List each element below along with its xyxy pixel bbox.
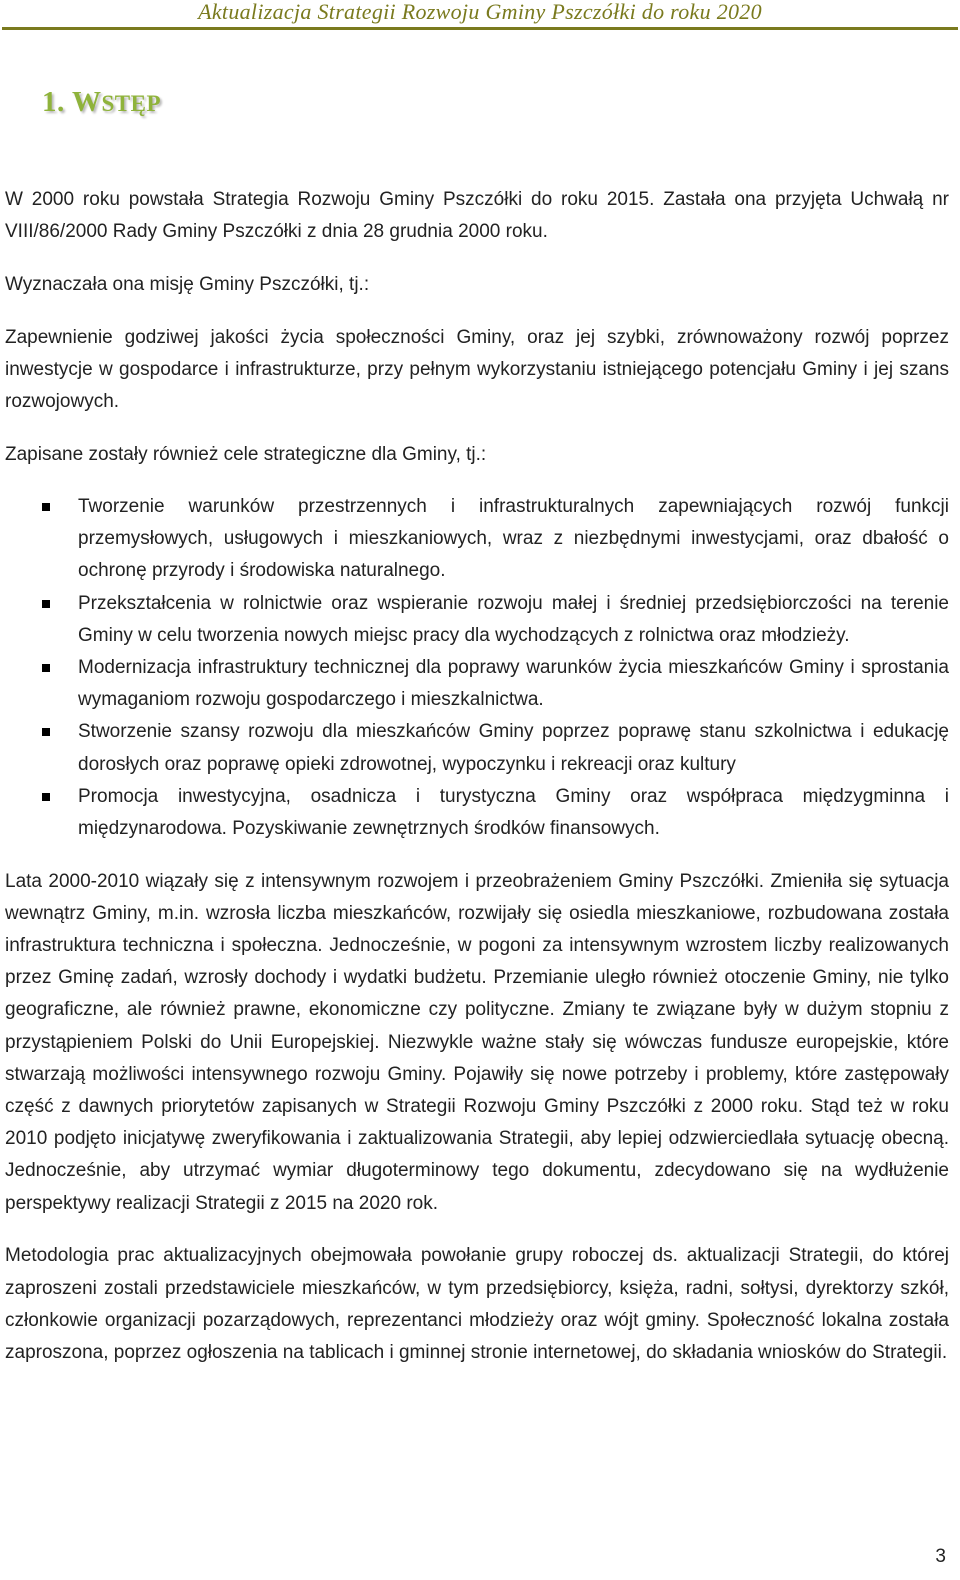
goal-text: Promocja inwestycyjna, osadnicza i turystyczna Gminy oraz współpraca międzygminna i międzynarodowa. Pozyskiwanie zewnętrznych środków finansowych. [78, 785, 949, 839]
running-header [0, 0, 960, 30]
chapter-number: 1. [42, 86, 65, 118]
running-header-title: Aktualizacja Strategii Rozwoju Gminy Pszczółki do roku 2020 [198, 0, 762, 24]
strategic-goals-list [5, 491, 949, 845]
chapter-title [42, 86, 161, 119]
goal-text: Przekształcenia w rolnictwie oraz wspieranie rozwoju małej i średniej przedsiębiorczości na terenie Gminy w celu tworzenia nowych miejsc pracy dla wychodzących z rolnictwa oraz młodzieży. [78, 592, 949, 646]
list-item [5, 652, 949, 716]
goal-text: Tworzenie warunków przestrzennych i infrastrukturalnych zapewniających rozwój funkcji przemysłowych, usługowych i mieszkaniowych, wraz z niezbędnymi inwestycjami, oraz dbałość o ochronę przyrody i środowiska naturalnego. [78, 495, 949, 582]
paragraph-methodology: Metodologia prac aktualizacyjnych obejmowała powołanie grupy roboczej ds. aktualizacji Strategii, do której zaproszeni zostali przedstawiciele mieszkańców, w tym przedsiębiorcy, księża, radni, sołtysi, dyrektorzy szkół, członkowie organizacji pozarządowych, reprezentanci młodzieży oraz wójt gminy. Społeczność lokalna została zaproszona, poprzez ogłoszenia na tablicach i gminnej stronie internetowej, do składania wniosków do Strategii. [5, 1245, 949, 1363]
list-item [5, 491, 949, 588]
goal-text: Modernizacja infrastruktury technicznej dla poprawy warunków życia mieszkańców Gminy i sprostania wymaganiom rozwoju gospodarczego i mieszkalnictwa. [78, 656, 949, 711]
paragraph-strategy-adoption: W 2000 roku powstała Strategia Rozwoju Gminy Pszczółki do roku 2015. Zastała ona przyjęta Uchwałą nr VIII/86/2000 Rady Gminy Pszczółki z dnia 28 grudnia 2000 roku. [5, 189, 949, 243]
chapter-title-initial: W [71, 86, 102, 118]
square-bullet-icon [42, 664, 50, 672]
page-number: 3 [935, 1546, 946, 1567]
square-bullet-icon [42, 728, 50, 736]
square-bullet-icon [42, 600, 50, 608]
paragraph-development-2000-2010: Lata 2000-2010 wiązały się z intensywnym rozwojem i przeobrażeniem Gminy Pszczółki. Zmieniła się sytuacja wewnątrz Gminy, m.in. wzrosła liczba mieszkańców, rozwijały się osiedla mieszkaniowe, rozbudowana została infrastruktura techniczna i społeczna. Jednocześnie, w pogoni za intensywnym wzrostem liczby realizowanych przez Gminę zadań, wzrosły dochody i wydatki budżetu. Przemianie uległo również otoczenie Gminy, nie tylko geograficzne, ale również prawne, ekonomiczne czy polityczne. Zmiany te związane były w dużym stopniu z przystąpieniem Polski do Unii Europejskiej. Niezwykle ważne stały się wówczas fundusze europejskie, które stwarzają możliwości intensywnego rozwoju Gminy. Pojawiły się nowe potrzeby i problemy, które zastępowały część z dawnych priorytetów zapisanych w Strategii Rozwoju Gminy Pszczółki z 2000 roku. Stąd też w roku 2010 podjęto inicjatywę zweryfikowania i zaktualizowania Strategii, aby lepiej odzwierciedlała sytuację obecną. Jednocześnie, aby utrzymać wymiar długoterminowy tego dokumentu, zdecydowano się na wydłużenie perspektywy realizacji Strategii z 2015 na 2020 rok. [5, 870, 949, 1214]
goal-text: Stworzenie szansy rozwoju dla mieszkańców Gminy poprzez poprawę stanu szkolnictwa i edukację dorosłych oraz poprawę opieki zdrowotnej, wypoczynku i rekreacji oraz kultury [78, 721, 949, 775]
list-item [5, 716, 949, 780]
list-item [5, 781, 949, 845]
header-rule [2, 27, 958, 30]
chapter-title-rest: STĘP [101, 91, 162, 116]
square-bullet-icon [42, 793, 50, 801]
square-bullet-icon [42, 503, 50, 511]
document-body [5, 184, 949, 1369]
paragraph-goals-intro: Zapisane zostały również cele strategiczne dla Gminy, tj.: [5, 443, 487, 465]
paragraph-mission: Zapewnienie godziwej jakości życia społeczności Gminy, oraz jej szybki, zrównoważony rozwój poprzez inwestycje w gospodarce i infrastrukturze, przy pełnym wykorzystaniu istniejącego potencjału Gminy i jej szans rozwojowych. [5, 326, 949, 413]
paragraph-mission-intro: Wyznaczała ona misję Gminy Pszczółki, tj.: [5, 273, 370, 295]
list-item [5, 588, 949, 652]
